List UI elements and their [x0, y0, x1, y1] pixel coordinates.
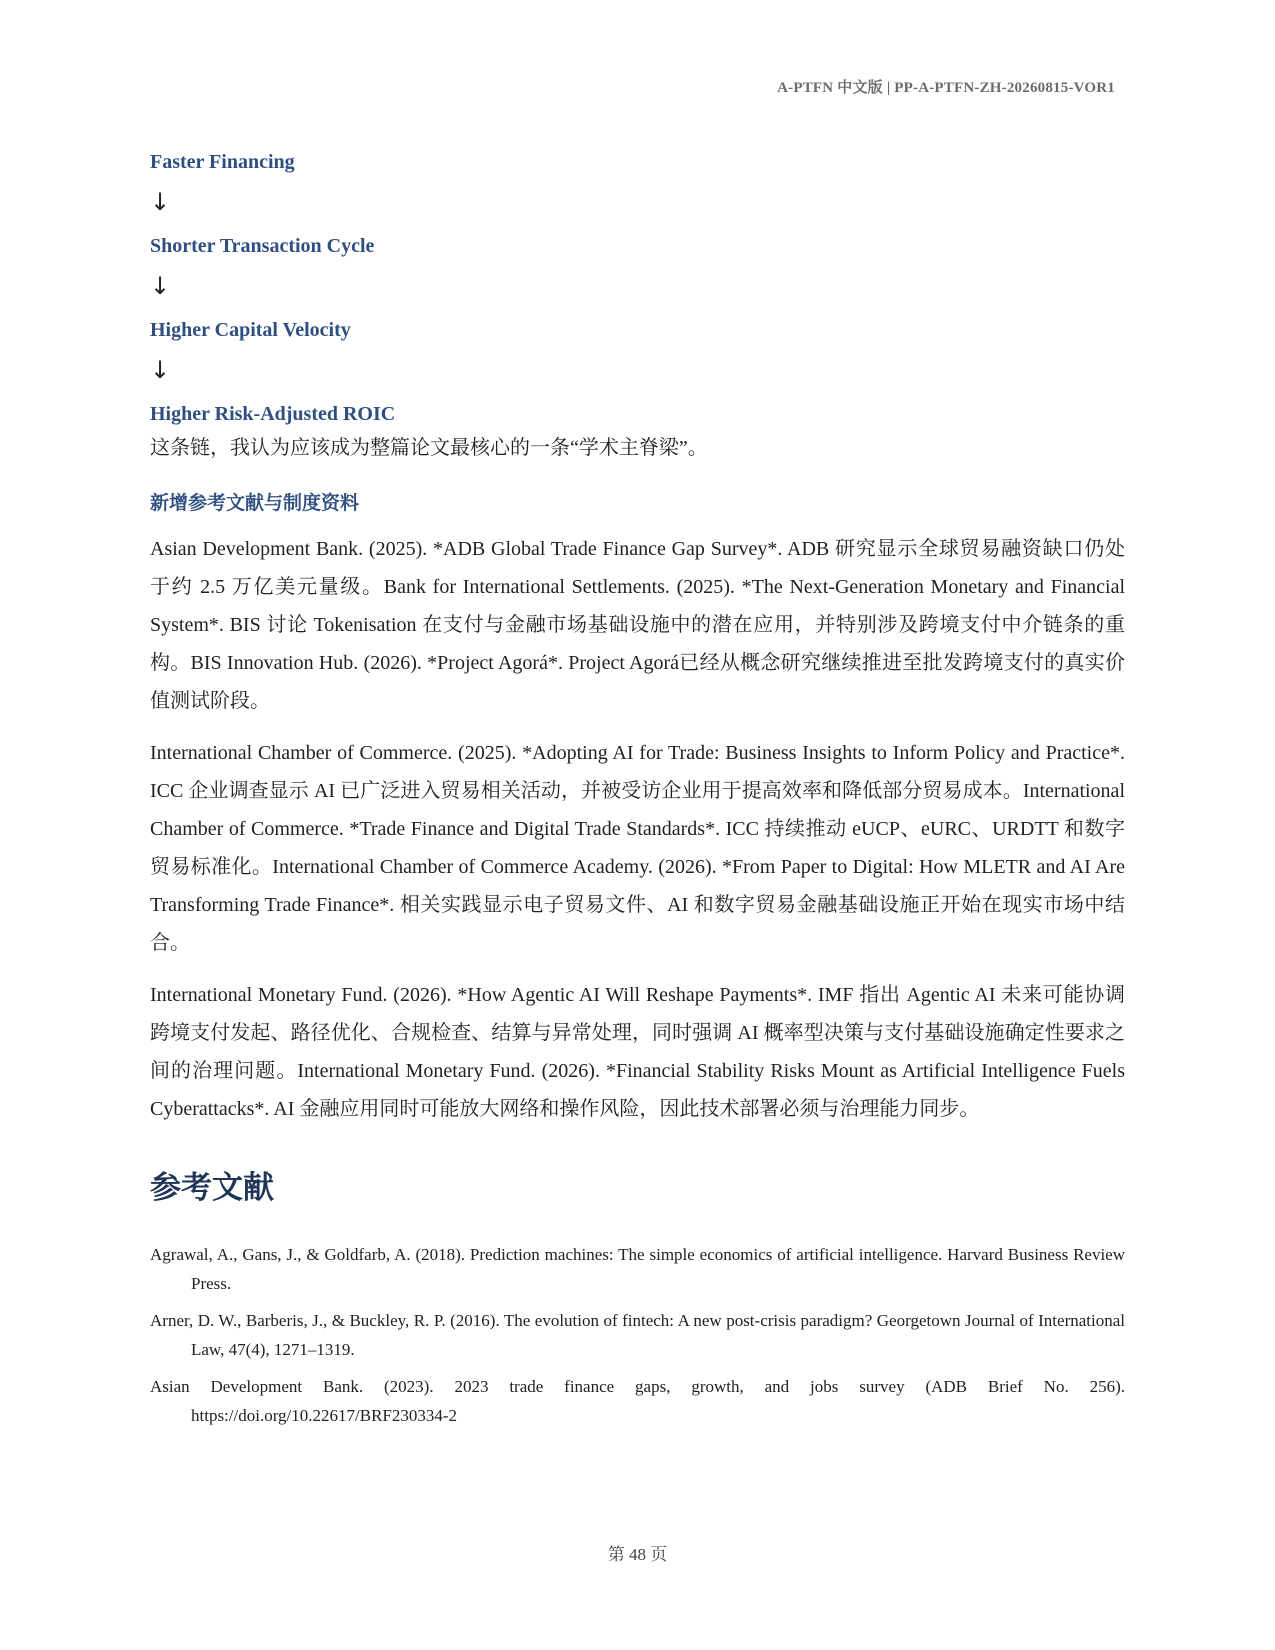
page-content — [150, 146, 1125, 1438]
body-paragraph: International Monetary Fund. (2026). *How Agentic AI Will Reshape Payments*. IMF 指出 Agentic AI 未来可能协调跨境支付发起、路径优化、合规检查、结算与异常处理，同时强调 AI 概率型决策与支付基础设施确定性要求之间的治理问题。International Monetary Fund. (2026). *Financial Stability Risks Mount as Artificial Intelligence Fuels Cyberattacks*. AI 金融应用同时可能放大网络和操作风险，因此技术部署必须与治理能力同步。 — [150, 984, 1125, 1120]
chain-step-higher-risk-adjusted-roic: Higher Risk-Adjusted ROIC — [150, 403, 396, 425]
causal-chain — [150, 146, 1125, 464]
section-heading-new-references: 新增参考文献与制度资料 — [150, 492, 360, 514]
down-arrow-icon: ↓ — [150, 356, 171, 384]
down-arrow-icon: ↓ — [150, 272, 171, 300]
reference-entry: Asian Development Bank. (2023). 2023 trade finance gaps, growth, and jobs survey (ADB Brief No. 256). https://doi.org/10.22617/BRF230334-2 — [150, 1377, 1125, 1425]
body-paragraph: Asian Development Bank. (2025). *ADB Global Trade Finance Gap Survey*. ADB 研究显示全球贸易融资缺口仍处于约 2.5 万亿美元量级。Bank for International Settlements. (2025). *The Next-Generation Monetary and Financial System*. BIS 讨论 Tokenisation 在支付与金融市场基础设施中的潜在应用，并特别涉及跨境支付中介链条的重构。BIS Innovation Hub. (2026). *Project Agorá*. Project Agorá已经从概念研究继续推进至批发跨境支付的真实价值测试阶段。 — [150, 538, 1125, 712]
down-arrow-icon: ↓ — [150, 188, 171, 216]
chain-step-higher-capital-velocity: Higher Capital Velocity — [150, 319, 351, 341]
chain-conclusion: 这条链，我认为应该成为整篇论文最核心的一条“学术主脊梁”。 — [150, 437, 708, 459]
references-title: 参考文献 — [150, 1170, 274, 1206]
reference-entry: Agrawal, A., Gans, J., & Goldfarb, A. (2018). Prediction machines: The simple economics of artificial intelligence. Harvard Business Review Press. — [150, 1245, 1125, 1293]
chain-step-shorter-transaction-cycle: Shorter Transaction Cycle — [150, 235, 375, 257]
running-header: A-PTFN 中文版 | PP-A-PTFN-ZH-20260815-VOR1 — [777, 80, 1115, 96]
page-number: 第 48 页 — [607, 1545, 668, 1564]
reference-entry: Arner, D. W., Barberis, J., & Buckley, R. P. (2016). The evolution of fintech: A new post-crisis paradigm? Georgetown Journal of International Law, 47(4), 1271–1319. — [150, 1311, 1125, 1359]
chain-step-faster-financing: Faster Financing — [150, 151, 295, 173]
body-paragraph: International Chamber of Commerce. (2025). *Adopting AI for Trade: Business Insights to Inform Policy and Practice*. ICC 企业调查显示 AI 已广泛进入贸易相关活动，并被受访企业用于提高效率和降低部分贸易成本。International Chamber of Commerce. *Trade Finance and Digital Trade Standards*. ICC 持续推动 eUCP、eURC、URDTT 和数字贸易标准化。International Chamber of Commerce Academy. (2026). *From Paper to Digital: How MLETR and AI Are Transforming Trade Finance*. 相关实践显示电子贸易文件、AI 和数字贸易金融基础设施正开始在现实市场中结合。 — [150, 742, 1125, 954]
